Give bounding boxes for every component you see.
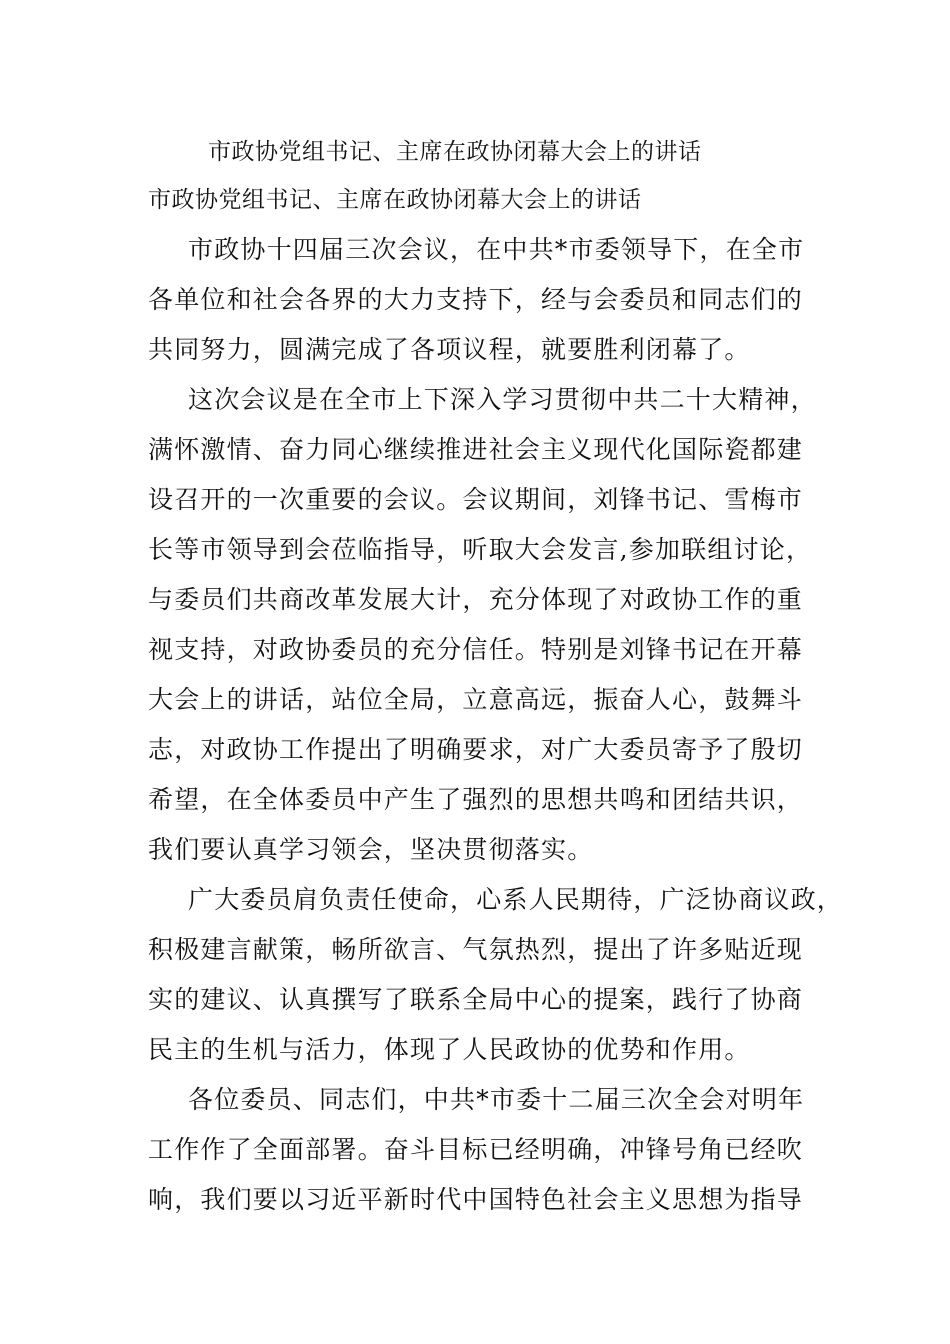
paragraph-2-line-7: 大会上的讲话，站位全局，立意高远，振奋人心，鼓舞斗 xyxy=(148,685,804,714)
paragraph-2-line-6: 视支持，对政协委员的充分信任。特别是刘锋书记在开幕 xyxy=(148,635,804,664)
paragraph-1-line-1: 市政协十四届三次会议，在中共*市委领导下，在全市 xyxy=(188,235,805,264)
paragraph-2-line-2: 满怀激情、奋力同心继续推进社会主义现代化国际瓷都建 xyxy=(148,435,804,464)
paragraph-3-line-2: 积极建言献策，畅所欲言、气氛热烈，提出了许多贴近现 xyxy=(148,935,804,964)
paragraph-3-line-4: 民主的生机与活力，体现了人民政协的优势和作用。 xyxy=(148,1035,751,1064)
paragraph-1-line-2: 各单位和社会各界的大力支持下，经与会委员和同志们的 xyxy=(148,285,804,314)
paragraph-4-line-3: 响，我们要以习近平新时代中国特色社会主义思想为指导 xyxy=(148,1185,804,1214)
document-title: 市政协党组书记、主席在政协闭幕大会上的讲话 xyxy=(208,139,702,165)
document-subtitle: 市政协党组书记、主席在政协闭幕大会上的讲话 xyxy=(148,187,642,213)
paragraph-2-line-10: 我们要认真学习领会，坚决贯彻落实。 xyxy=(148,835,594,864)
paragraph-3-line-3: 实的建议、认真撰写了联系全局中心的提案，践行了协商 xyxy=(148,985,804,1014)
paragraph-3-line-1: 广大委员肩负责任使命，心系人民期待，广泛协商议政， xyxy=(188,885,844,914)
paragraph-2-line-4: 长等市领导到会莅临指导，听取大会发言,参加联组讨论， xyxy=(148,535,813,564)
paragraph-2-line-1: 这次会议是在全市上下深入学习贯彻中共二十大精神， xyxy=(188,385,817,414)
paragraph-4-line-1: 各位委员、同志们，中共*市委十二届三次全会对明年 xyxy=(188,1085,805,1114)
paragraph-1-line-3: 共同努力，圆满完成了各项议程，就要胜利闭幕了。 xyxy=(148,335,751,364)
paragraph-2-line-8: 志，对政协工作提出了明确要求，对广大委员寄予了殷切 xyxy=(148,735,804,764)
paragraph-2-line-3: 设召开的一次重要的会议。会议期间，刘锋书记、雪梅市 xyxy=(148,485,804,514)
paragraph-2-line-9: 希望，在全体委员中产生了强烈的思想共鸣和团结共识， xyxy=(148,785,804,814)
paragraph-4-line-2: 工作作了全面部署。奋斗目标已经明确，冲锋号角已经吹 xyxy=(148,1135,804,1164)
paragraph-2-line-5: 与委员们共商改革发展大计，充分体现了对政协工作的重 xyxy=(148,585,804,614)
